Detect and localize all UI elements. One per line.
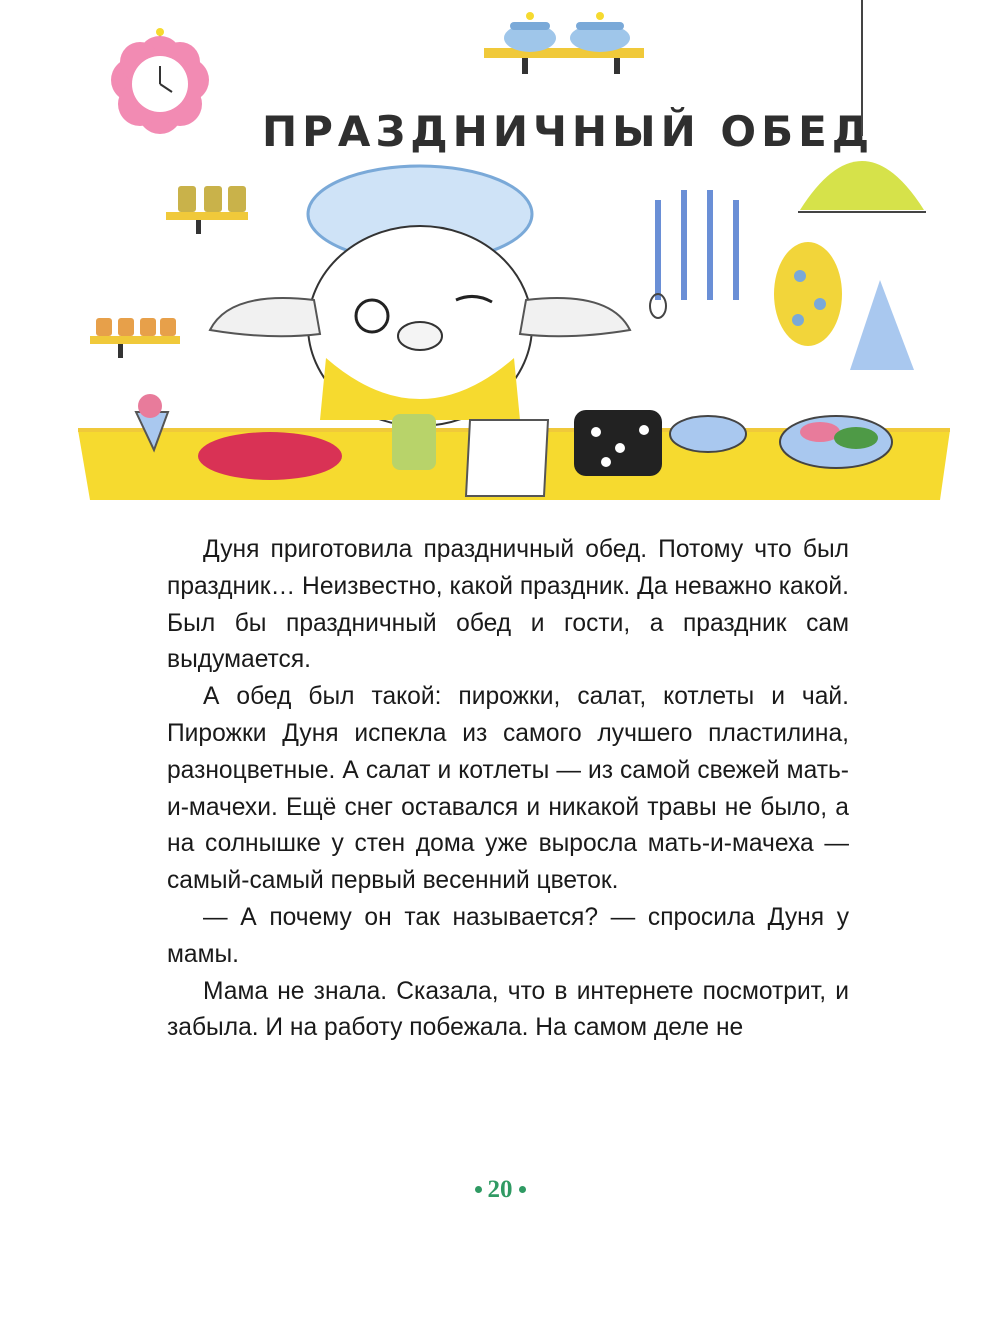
story-paragraph-3: — А почему он так называется? — спросила Дуня у мамы. [167,903,849,968]
chapter-title: ПРАЗДНИЧНЫЙ ОБЕД [262,107,875,156]
chef-girl-icon [210,166,630,426]
bullet-dot-icon [475,1186,482,1193]
jars-shelf-upper [166,186,248,234]
towel-icon [850,280,914,370]
page-number [0,1176,1000,1204]
jars-shelf-lower [90,318,180,358]
page-number-value: 20 [487,1176,513,1203]
oven-mitt-icon [774,242,842,346]
utensils-icon [650,190,736,318]
chapter-illustration [0,0,1000,530]
story-paragraph-2: А обед был такой: пирожки, салат, котлеты и чай. Пирожки Дуня испекла из самого лучшего пластилина, разноцветные. А салат и котлеты — из самой свежей мать-и-мачехи. Ещё снег оставался и никакой травы не было, а на солнышке у стен дома уже выросла мать-и-мачеха — самый-самый первый весенний цветок. [167,683,849,895]
pots-shelf [484,12,644,74]
bullet-dot-icon [519,1186,526,1193]
story-paragraph-4: Мама не знала. Сказала, что в интернете посмотрит, и забыла. И на работу побежала. На самом деле не [167,977,849,1042]
story-paragraph-1: Дуня приготовила праздничный обед. Потому что был праздник… Неизвестно, какой праздник. Да неважно какой. Был бы праздничный обед и гости, а праздник сам выдумается. [167,536,849,674]
story-text [167,532,849,1047]
clock-icon [111,28,209,134]
lamp-icon [798,0,926,212]
